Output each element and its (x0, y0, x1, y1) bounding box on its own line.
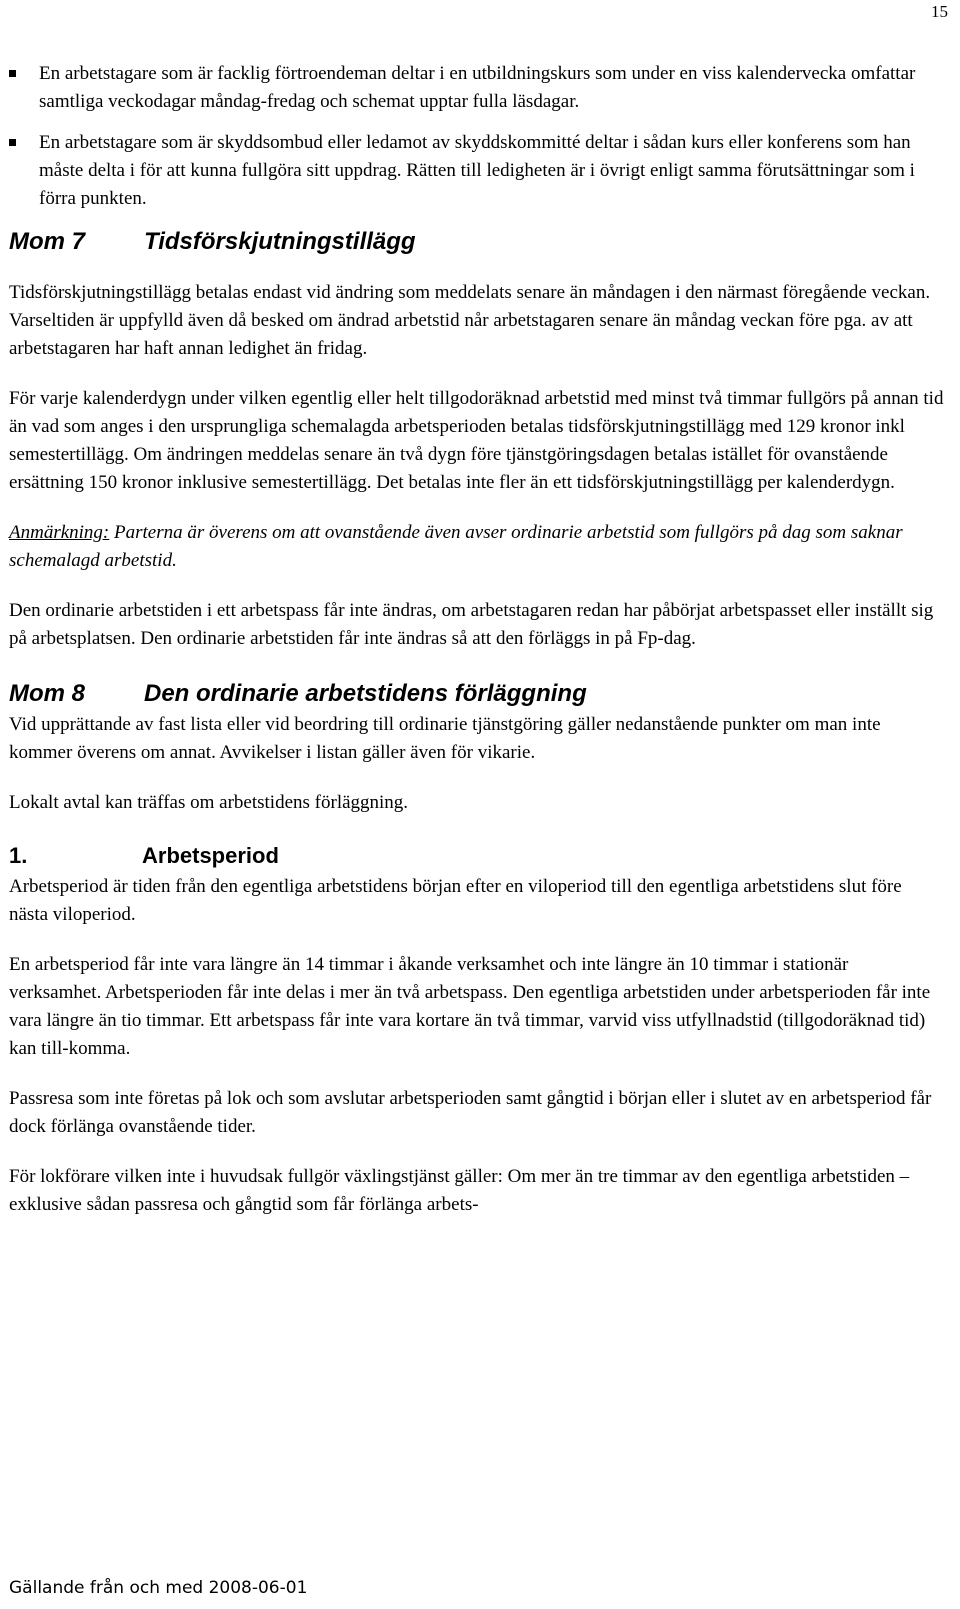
paragraph: Tidsförskjutningstillägg betalas endast vid ändring som meddelats senare än måndagen i den närmast föregående veckan. Varseltiden är uppfylld även då besked om ändrad arbetstid når arbetstagaren senare än måndag veckan före pga. av att arbetstagaren har haft annan ledighet än fridag. (9, 282, 931, 359)
section-heading-mom8 (9, 679, 944, 709)
paragraph: Den ordinarie arbetstiden i ett arbetspass får inte ändras, om arbetstagaren redan har påbörjat arbetspasset eller inställt sig på arbetsplatsen. Den ordinarie arbetstiden får inte ändras så att den förläggs in på Fp-dag. (9, 600, 934, 649)
section-number: Mom 7 (9, 228, 86, 255)
page-number: 15 (931, 2, 948, 21)
bullet-text: En arbetstagare som är facklig förtroendeman deltar i en utbildningskurs som under en viss kalendervecka omfattar samtliga veckodagar måndag-fredag och schemat upptar fulla läsdagar. (39, 63, 916, 112)
note-paragraph (9, 519, 944, 575)
subsection-heading-arbetsperiod (9, 841, 944, 871)
section-number: Mom 8 (9, 680, 86, 707)
square-bullet-icon (9, 70, 16, 77)
note-text: Parterna är överens om att ovanstående även avser ordinarie arbetstid som fullgörs på dag som saknar schemalagd arbetstid. (9, 522, 903, 571)
paragraph: För varje kalenderdygn under vilken egentlig eller helt tillgodoräknad arbetstid med minst två timmar fullgörs på annan tid än vad som anges i den ursprungliga schemalagda arbetsperioden betalas tidsförskjutningstillägg med 129 kronor inkl semestertillägg. Om ändringen meddelas senare än två dygn före tjänstgöringsdagen betalas istället för ovanstående ersättning 150 kronor inklusive semestertillägg. Det betalas inte fler än ett tidsförskjutningstillägg per kalenderdygn. (9, 388, 944, 493)
section-title: Den ordinarie arbetstidens förläggning (144, 680, 587, 707)
square-bullet-icon (9, 139, 16, 146)
paragraph: Passresa som inte företas på lok och som avslutar arbetsperioden samt gångtid i början eller i slutet av en arbetsperiod får dock förlänga ovanstående tider. (9, 1088, 932, 1137)
paragraph: En arbetsperiod får inte vara längre än 14 timmar i åkande verksamhet och inte längre än 10 timmar i stationär verksamhet. Arbetsperioden får inte delas i mer än två arbetspass. Den egentliga arbetstiden under arbetsperioden får inte vara längre än tio timmar. Ett arbetspass får inte vara kortare än två timmar, varvid viss utfyllnadstid (tillgodoräknad tid) kan till-komma. (9, 954, 931, 1059)
section-heading-mom7 (9, 227, 944, 257)
section-title: Tidsförskjutningstillägg (144, 228, 416, 255)
bullet-item (9, 129, 944, 213)
bullet-item (9, 60, 944, 116)
paragraph: För lokförare vilken inte i huvudsak fullgör växlingstjänst gäller: Om mer än tre timmar av den egentliga arbetstiden – exklusive sådan passresa och gångtid som får förlänga arbets- (9, 1166, 910, 1215)
footer-validity-date: Gällande från och med 2008-06-01 (9, 1578, 308, 1598)
paragraph: Vid upprättande av fast lista eller vid beordring till ordinarie tjänstgöring gäller nedanstående punkter om man inte kommer överens om annat. Avvikelser i listan gäller även för vikarie. (9, 714, 881, 763)
bullet-text: En arbetstagare som är skyddsombud eller ledamot av skyddskommitté deltar i sådan kurs eller konferens som han måste delta i för att kunna fullgöra sitt uppdrag. Rätten till ledigheten är i övrigt enligt samma förutsättningar som i förra punkten. (39, 132, 915, 209)
paragraph: Arbetsperiod är tiden från den egentliga arbetstidens början efter en viloperiod till den egentliga arbetstidens slut före nästa viloperiod. (9, 876, 902, 925)
note-label: Anmärkning: (9, 522, 110, 543)
bullet-list (9, 60, 944, 213)
paragraph: Lokalt avtal kan träffas om arbetstidens förläggning. (9, 792, 409, 813)
subsection-number: 1. (9, 843, 28, 868)
page-content (9, 60, 944, 1219)
subsection-title: Arbetsperiod (142, 843, 279, 868)
